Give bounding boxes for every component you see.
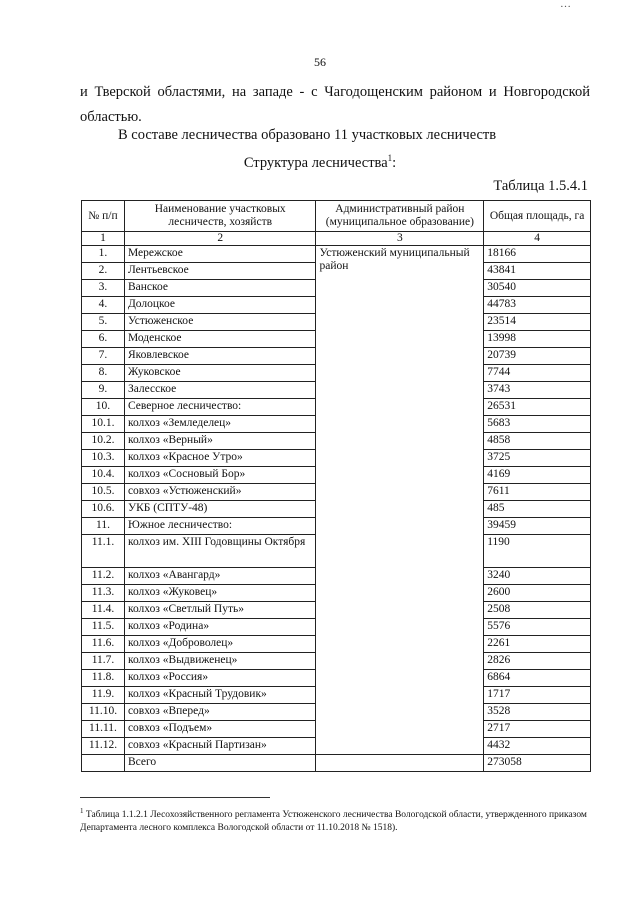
row-area: 3725 bbox=[484, 450, 591, 467]
forestry-structure-table bbox=[81, 200, 591, 772]
row-number: 4. bbox=[82, 297, 125, 314]
row-name: колхоз «Доброволец» bbox=[124, 636, 316, 653]
footnote-divider bbox=[80, 797, 270, 798]
corner-mark: … bbox=[560, 0, 571, 10]
row-area: 2261 bbox=[484, 636, 591, 653]
row-number: 11. bbox=[82, 518, 125, 535]
structure-title-text: Структура лесничества bbox=[243, 154, 388, 171]
table-caption: Таблица 1.5.4.1 bbox=[493, 178, 588, 194]
row-number: 11.4. bbox=[82, 602, 125, 619]
row-number: 11.7. bbox=[82, 653, 125, 670]
column-number-1: 1 bbox=[82, 232, 125, 246]
column-number-4: 4 bbox=[484, 232, 591, 246]
row-area: 13998 bbox=[484, 331, 591, 348]
footnote-marker: 1 bbox=[80, 807, 84, 815]
row-area: 43841 bbox=[484, 263, 591, 280]
row-number: 11.1. bbox=[82, 535, 125, 568]
row-name: колхоз «Верный» bbox=[124, 433, 316, 450]
row-name: колхоз им. XIII Годовщины Октября bbox=[124, 535, 316, 568]
row-number: 6. bbox=[82, 331, 125, 348]
header-district: Административный район (муниципальное образование) bbox=[316, 201, 484, 232]
row-name: колхоз «Светлый Путь» bbox=[124, 602, 316, 619]
row-name: колхоз «Красное Утро» bbox=[124, 450, 316, 467]
row-name: Жуковское bbox=[124, 365, 316, 382]
row-name: совхоз «Красный Партизан» bbox=[124, 738, 316, 755]
row-area: 3743 bbox=[484, 382, 591, 399]
row-area: 4432 bbox=[484, 738, 591, 755]
row-number: 10.5. bbox=[82, 484, 125, 501]
footnote-text: Таблица 1.1.2.1 Лесохозяйственного регламента Устюженского лесничества Вологодской области, утвержденного приказом Департамента лесного комплекса Вологодской области от 11.10.2018 № 1518). bbox=[80, 810, 587, 834]
page-number: 56 bbox=[314, 55, 326, 69]
row-area: 4858 bbox=[484, 433, 591, 450]
footnote bbox=[80, 805, 600, 835]
row-name: совхоз «Вперед» bbox=[124, 704, 316, 721]
row-number: 10. bbox=[82, 399, 125, 416]
table-row bbox=[82, 246, 591, 263]
row-name: Мережское bbox=[124, 246, 316, 263]
row-area: 7744 bbox=[484, 365, 591, 382]
row-area: 5576 bbox=[484, 619, 591, 636]
row-number: 11.12. bbox=[82, 738, 125, 755]
row-number: 8. bbox=[82, 365, 125, 382]
row-area: 18166 bbox=[484, 246, 591, 263]
row-number: 11.9. bbox=[82, 687, 125, 704]
row-number: 11.3. bbox=[82, 585, 125, 602]
row-area: 39459 bbox=[484, 518, 591, 535]
row-area: 44783 bbox=[484, 297, 591, 314]
total-label: Всего bbox=[124, 755, 316, 772]
table-header-row bbox=[82, 201, 591, 232]
total-number bbox=[82, 755, 125, 772]
paragraph-continuation: и Тверской областями, на западе - с Чагодощенским районом и Новгородской областью. bbox=[80, 84, 590, 125]
row-number: 10.3. bbox=[82, 450, 125, 467]
total-row bbox=[82, 755, 591, 772]
row-name: Залесское bbox=[124, 382, 316, 399]
row-area: 2600 bbox=[484, 585, 591, 602]
row-area: 26531 bbox=[484, 399, 591, 416]
row-number: 9. bbox=[82, 382, 125, 399]
row-name: Яковлевское bbox=[124, 348, 316, 365]
row-area: 3240 bbox=[484, 568, 591, 585]
row-number: 11.2. bbox=[82, 568, 125, 585]
row-number: 10.1. bbox=[82, 416, 125, 433]
row-number: 11.6. bbox=[82, 636, 125, 653]
footnote-reference[interactable]: 1 bbox=[387, 153, 393, 163]
row-number: 10.6. bbox=[82, 501, 125, 518]
row-name: колхоз «Красный Трудовик» bbox=[124, 687, 316, 704]
row-area: 20739 bbox=[484, 348, 591, 365]
row-area: 1717 bbox=[484, 687, 591, 704]
row-name: Южное лесничество: bbox=[124, 518, 316, 535]
column-number-row bbox=[82, 232, 591, 246]
row-area: 7611 bbox=[484, 484, 591, 501]
row-area: 4169 bbox=[484, 467, 591, 484]
row-number: 10.4. bbox=[82, 467, 125, 484]
row-number: 11.10. bbox=[82, 704, 125, 721]
row-area: 2826 bbox=[484, 653, 591, 670]
row-name: Моденское bbox=[124, 331, 316, 348]
district-cell: Устюженский муниципальный район bbox=[316, 246, 484, 755]
row-area: 2508 bbox=[484, 602, 591, 619]
row-name: колхоз «Жуковец» bbox=[124, 585, 316, 602]
row-number: 11.5. bbox=[82, 619, 125, 636]
row-name: колхоз «Сосновый Бор» bbox=[124, 467, 316, 484]
row-area: 1190 bbox=[484, 535, 591, 568]
row-name: колхоз «Выдвиженец» bbox=[124, 653, 316, 670]
row-number: 7. bbox=[82, 348, 125, 365]
row-number: 1. bbox=[82, 246, 125, 263]
row-number: 11.8. bbox=[82, 670, 125, 687]
row-number: 2. bbox=[82, 263, 125, 280]
column-number-3: 3 bbox=[316, 232, 484, 246]
row-name: совхоз «Подъем» bbox=[124, 721, 316, 738]
row-name: Ванское bbox=[124, 280, 316, 297]
row-name: УКБ (СПТУ-48) bbox=[124, 501, 316, 518]
row-area: 3528 bbox=[484, 704, 591, 721]
row-name: совхоз «Устюженский» bbox=[124, 484, 316, 501]
total-area: 273058 bbox=[484, 755, 591, 772]
row-number: 11.11. bbox=[82, 721, 125, 738]
row-name: Северное лесничество: bbox=[124, 399, 316, 416]
column-number-2: 2 bbox=[124, 232, 316, 246]
paragraph-forestry-count: В составе лесничества образовано 11 участковых лесничеств bbox=[118, 127, 497, 143]
row-number: 3. bbox=[82, 280, 125, 297]
row-name: Долоцкое bbox=[124, 297, 316, 314]
row-area: 23514 bbox=[484, 314, 591, 331]
row-number: 5. bbox=[82, 314, 125, 331]
structure-title: Структура лесничества$^1$: bbox=[243, 153, 397, 171]
row-name: Лентьевское bbox=[124, 263, 316, 280]
row-name: колхоз «Россия» bbox=[124, 670, 316, 687]
row-area: 2717 bbox=[484, 721, 591, 738]
row-name: Устюженское bbox=[124, 314, 316, 331]
row-area: 6864 bbox=[484, 670, 591, 687]
header-num: № п/п bbox=[82, 201, 125, 232]
row-name: колхоз «Земледелец» bbox=[124, 416, 316, 433]
row-area: 30540 bbox=[484, 280, 591, 297]
row-name: колхоз «Авангард» bbox=[124, 568, 316, 585]
row-area: 5683 bbox=[484, 416, 591, 433]
header-area: Общая площадь, га bbox=[484, 201, 591, 232]
total-district-empty bbox=[316, 755, 484, 772]
row-number: 10.2. bbox=[82, 433, 125, 450]
header-name: Наименование участковых лесничеств, хозяйств bbox=[124, 201, 316, 232]
row-name: колхоз «Родина» bbox=[124, 619, 316, 636]
row-area: 485 bbox=[484, 501, 591, 518]
